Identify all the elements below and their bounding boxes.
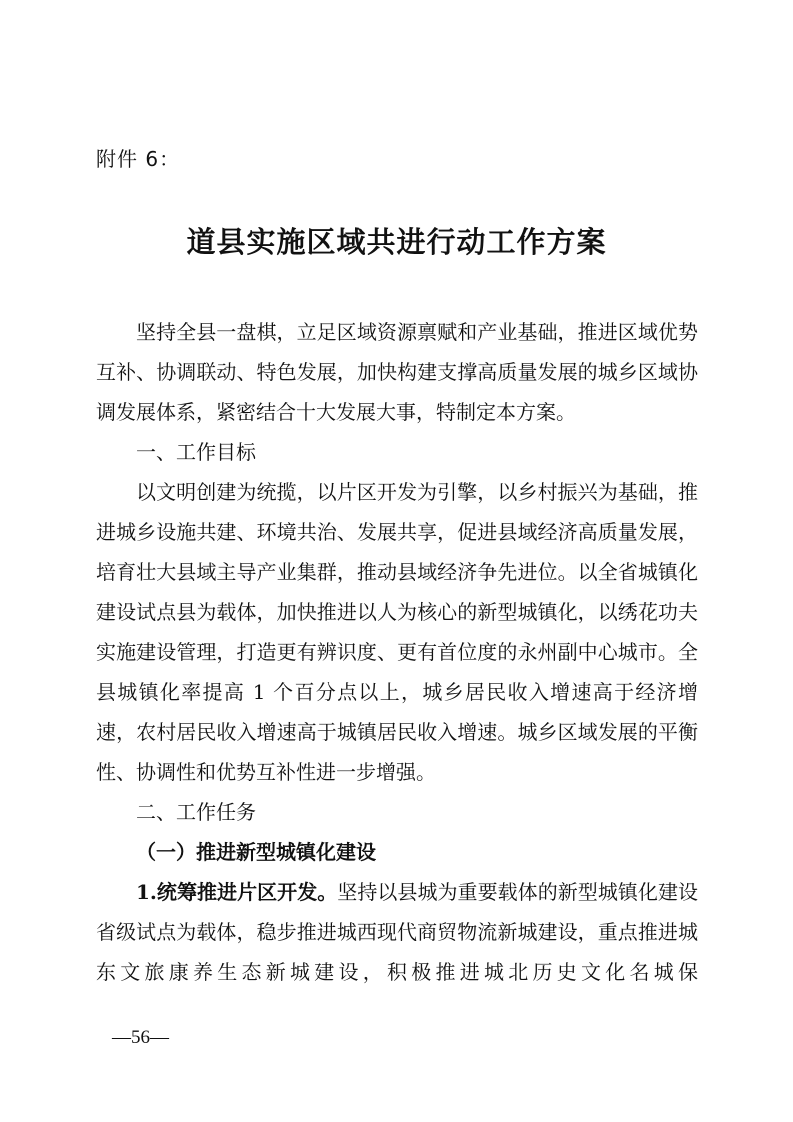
task-item-lead: 1.统筹推进片区开发。 (136, 880, 338, 904)
task-item-paragraph (96, 872, 698, 992)
intro-paragraph: 坚持全县一盘棋，立足区域资源禀赋和产业基础，推进区域优势互补、协调联动、特色发展，加快构建支撑高质量发展的城乡区域协调发展体系，紧密结合十大发展大事，特制定本方案。 (96, 320, 698, 424)
section-heading-goals: 一、工作目标 (136, 440, 256, 464)
document-title: 道县实施区域共进行动工作方案 (186, 225, 607, 259)
attachment-label: 附件 6： (96, 147, 181, 171)
section-heading-tasks: 二、工作任务 (136, 800, 256, 824)
page-number: —56— (112, 1027, 169, 1048)
document-body (96, 312, 698, 992)
goals-paragraph: 以文明创建为统揽，以片区开发为引擎，以乡村振兴为基础，推进城乡设施共建、环境共治、发展共享，促进县域经济高质量发展，培育壮大县域主导产业集群，推动县域经济争先进位。以全省城镇化建设试点县为载体，加快推进以人为核心的新型城镇化，以绣花功夫实施建设管理，打造更有辨识度、更有首位度的永州副中心城市。全县城镇化率提高 1 个百分点以上，城乡居民收入增速高于经济增速，农村居民收入增速高于城镇居民收入增速。城乡区域发展的平衡性、协调性和优势互补性进一步增强。 (96, 480, 698, 784)
task-item-text: 坚持以县城为重要载体的新型城镇化建设省级试点为载体，稳步推进城西现代商贸物流新城建设，重点推进城东文旅康养生态新城建设，积极推进城北历史文化名城保 (96, 880, 698, 984)
subsection-heading-urbanization: （一）推进新型城镇化建设 (136, 840, 376, 864)
